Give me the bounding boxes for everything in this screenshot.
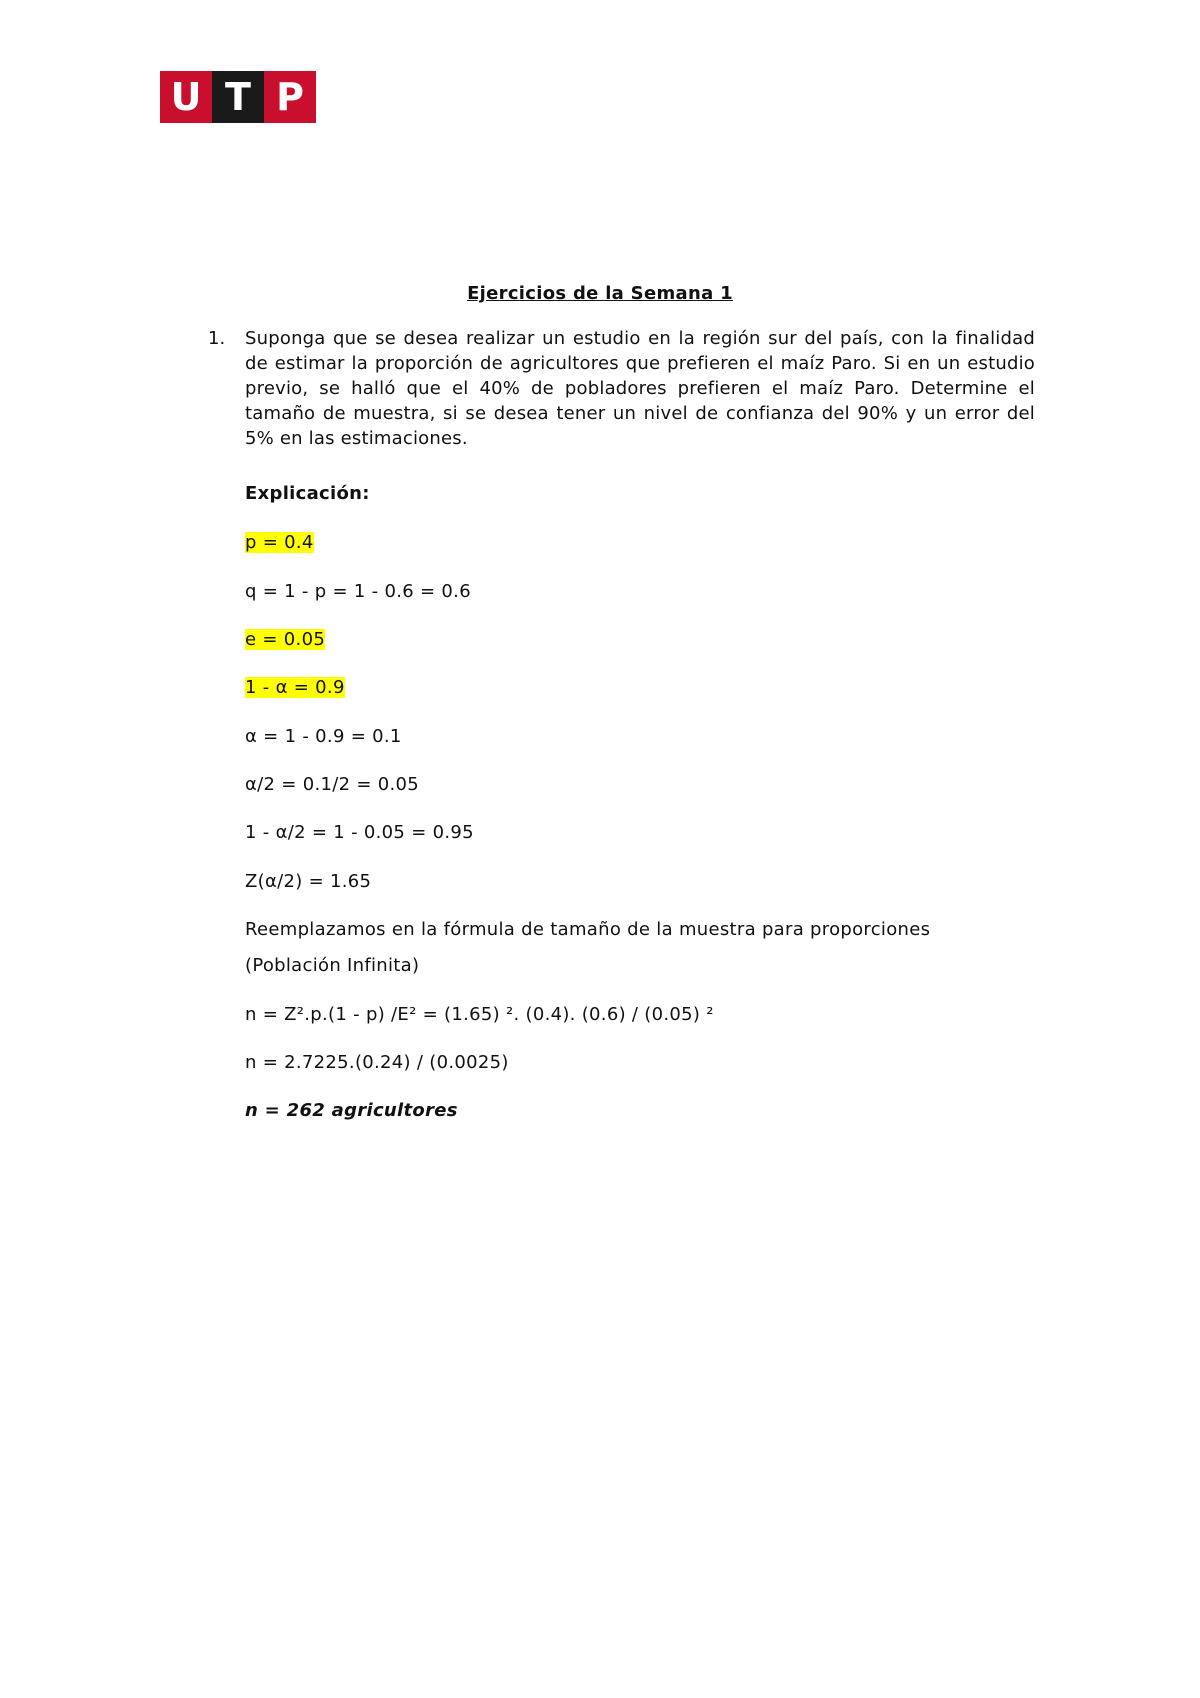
highlight-confidence: 1 - α = 0.9 xyxy=(245,677,345,698)
formula-e xyxy=(245,628,325,652)
exercise-text: Suponga que se desea realizar un estudio en la región sur del país, con la finalidad de estimar la proporción de agricultores que prefieren el maíz Paro. Si en un estudio previo, se halló que el 40% de pobladores prefieren el maíz Paro. Determine el tamaño de muestra, si se desea tener un nivel de confianza del 90% y un error del 5% en las estimaciones. xyxy=(245,328,1035,449)
formula-alpha: α = 1 - 0.9 = 0.1 xyxy=(245,726,402,747)
page-title: Ejercicios de la Semana 1 xyxy=(467,283,733,304)
explanation-heading: Explicación: xyxy=(245,483,370,504)
result: n = 262 agricultores xyxy=(245,1100,458,1121)
logo-letter-t: T xyxy=(212,71,264,123)
utp-logo xyxy=(160,71,316,123)
highlight-p: p = 0.4 xyxy=(245,532,314,553)
replace-text: Reemplazamos en la fórmula de tamaño de la muestra para proporciones xyxy=(245,919,931,940)
formula-one-minus-half-alpha: 1 - α/2 = 1 - 0.05 = 0.95 xyxy=(245,822,474,843)
formula-half-alpha: α/2 = 0.1/2 = 0.05 xyxy=(245,774,420,795)
logo-letter-p: P xyxy=(264,71,316,123)
formula-q: q = 1 - p = 1 - 0.6 = 0.6 xyxy=(245,581,471,602)
formula-calc: n = 2.7225.(0.24) / (0.0025) xyxy=(245,1052,509,1073)
formula-p xyxy=(245,531,314,555)
highlight-e: e = 0.05 xyxy=(245,629,326,650)
formula-z: Z(α/2) = 1.65 xyxy=(245,871,372,892)
population-type: (Población Infinita) xyxy=(245,955,420,976)
exercise-number: 1. xyxy=(208,328,226,349)
logo-letter-u: U xyxy=(160,71,212,123)
formula-n: n = Z².p.(1 - p) /E² = (1.65) ². (0.4). (0.6) / (0.05) ² xyxy=(245,1004,714,1025)
formula-confidence xyxy=(245,676,345,700)
